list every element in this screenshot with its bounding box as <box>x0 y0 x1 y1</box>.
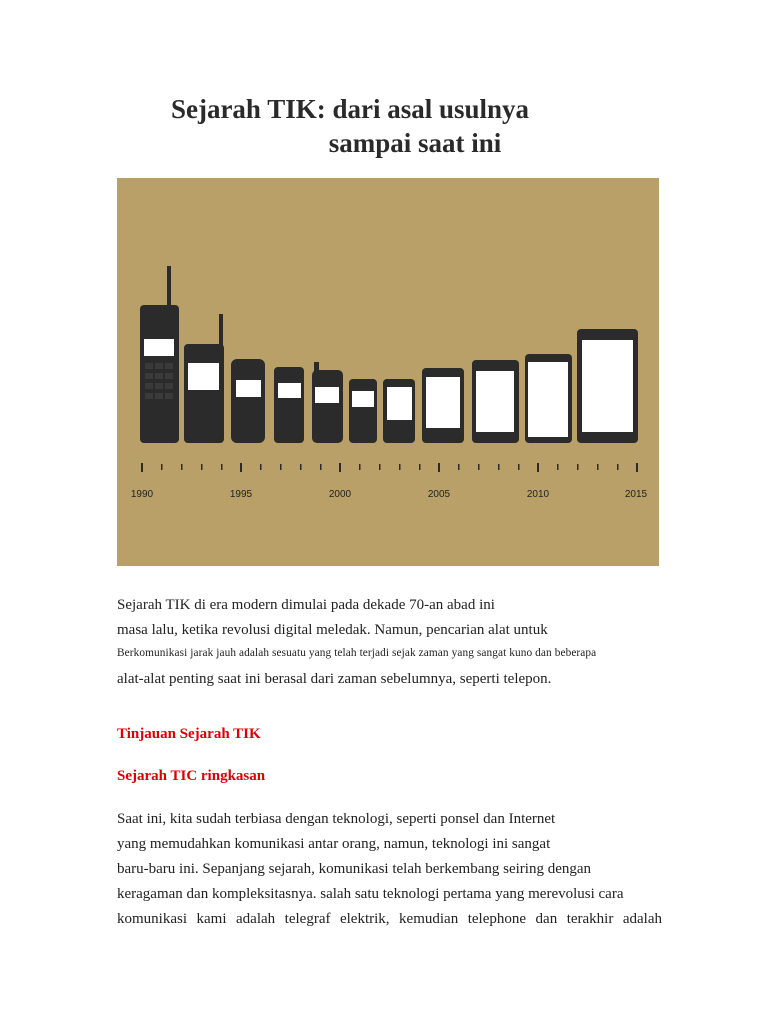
intro-line-4: alat-alat penting saat ini berasal dari zaman sebelumnya, seperti telepon. <box>117 671 552 687</box>
page-title <box>0 92 700 160</box>
phone-2003-icon <box>383 379 415 443</box>
phone-1990-icon <box>140 266 179 443</box>
body-line-5: komunikasi kami adalah telegraf elektrik, kemudian telephone dan terakhir adalah <box>117 911 662 927</box>
intro-line-1: Sejarah TIK di era modern dimulai pada dekade 70-an abad ini <box>117 597 495 613</box>
phone-1996-icon <box>231 359 265 443</box>
year-label: 2000 <box>328 489 352 500</box>
year-label: 2015 <box>624 489 648 500</box>
body-line-2: yang memudahkan komunikasi antar orang, namun, teknologi ini sangat <box>117 836 551 852</box>
phone-evolution-illustration <box>117 178 659 566</box>
section-heading-summary: Sejarah TIC ringkasan <box>117 768 266 784</box>
title-line-2: sampai saat ini <box>328 128 502 158</box>
year-label: 1995 <box>229 489 253 500</box>
phone-2007-icon <box>472 360 519 443</box>
title-line-1: Sejarah TIK: dari asal usulnya <box>170 94 530 124</box>
phone-evolution-image <box>117 178 659 566</box>
phone-2002-icon <box>349 379 377 443</box>
intro-line-3: Berkomunikasi jarak jauh adalah sesuatu yang telah terjadi sejak zaman yang sangat kuno dan beberapa <box>117 647 597 659</box>
phone-2000-icon <box>312 362 343 443</box>
body-line-3: baru-baru ini. Sepanjang sejarah, komunikasi telah berkembang seiring dengan <box>117 861 592 877</box>
year-label: 2010 <box>526 489 550 500</box>
phone-2010-icon <box>525 354 572 443</box>
timeline-axis <box>141 463 638 472</box>
body-line-4: keragaman dan kompleksitasnya. salah satu teknologi pertama yang merevolusi cara <box>117 886 624 902</box>
phone-2013-icon <box>577 329 638 443</box>
intro-line-2: masa lalu, ketika revolusi digital meledak. Namun, pencarian alat untuk <box>117 622 548 638</box>
year-label: 1990 <box>130 489 154 500</box>
phone-1998-icon <box>274 367 304 443</box>
year-label: 2005 <box>427 489 451 500</box>
section-heading-overview: Tinjauan Sejarah TIK <box>117 726 261 742</box>
phone-2005-icon <box>422 368 464 443</box>
body-line-1: Saat ini, kita sudah terbiasa dengan teknologi, seperti ponsel dan Internet <box>117 811 556 827</box>
phone-1993-icon <box>184 314 224 443</box>
